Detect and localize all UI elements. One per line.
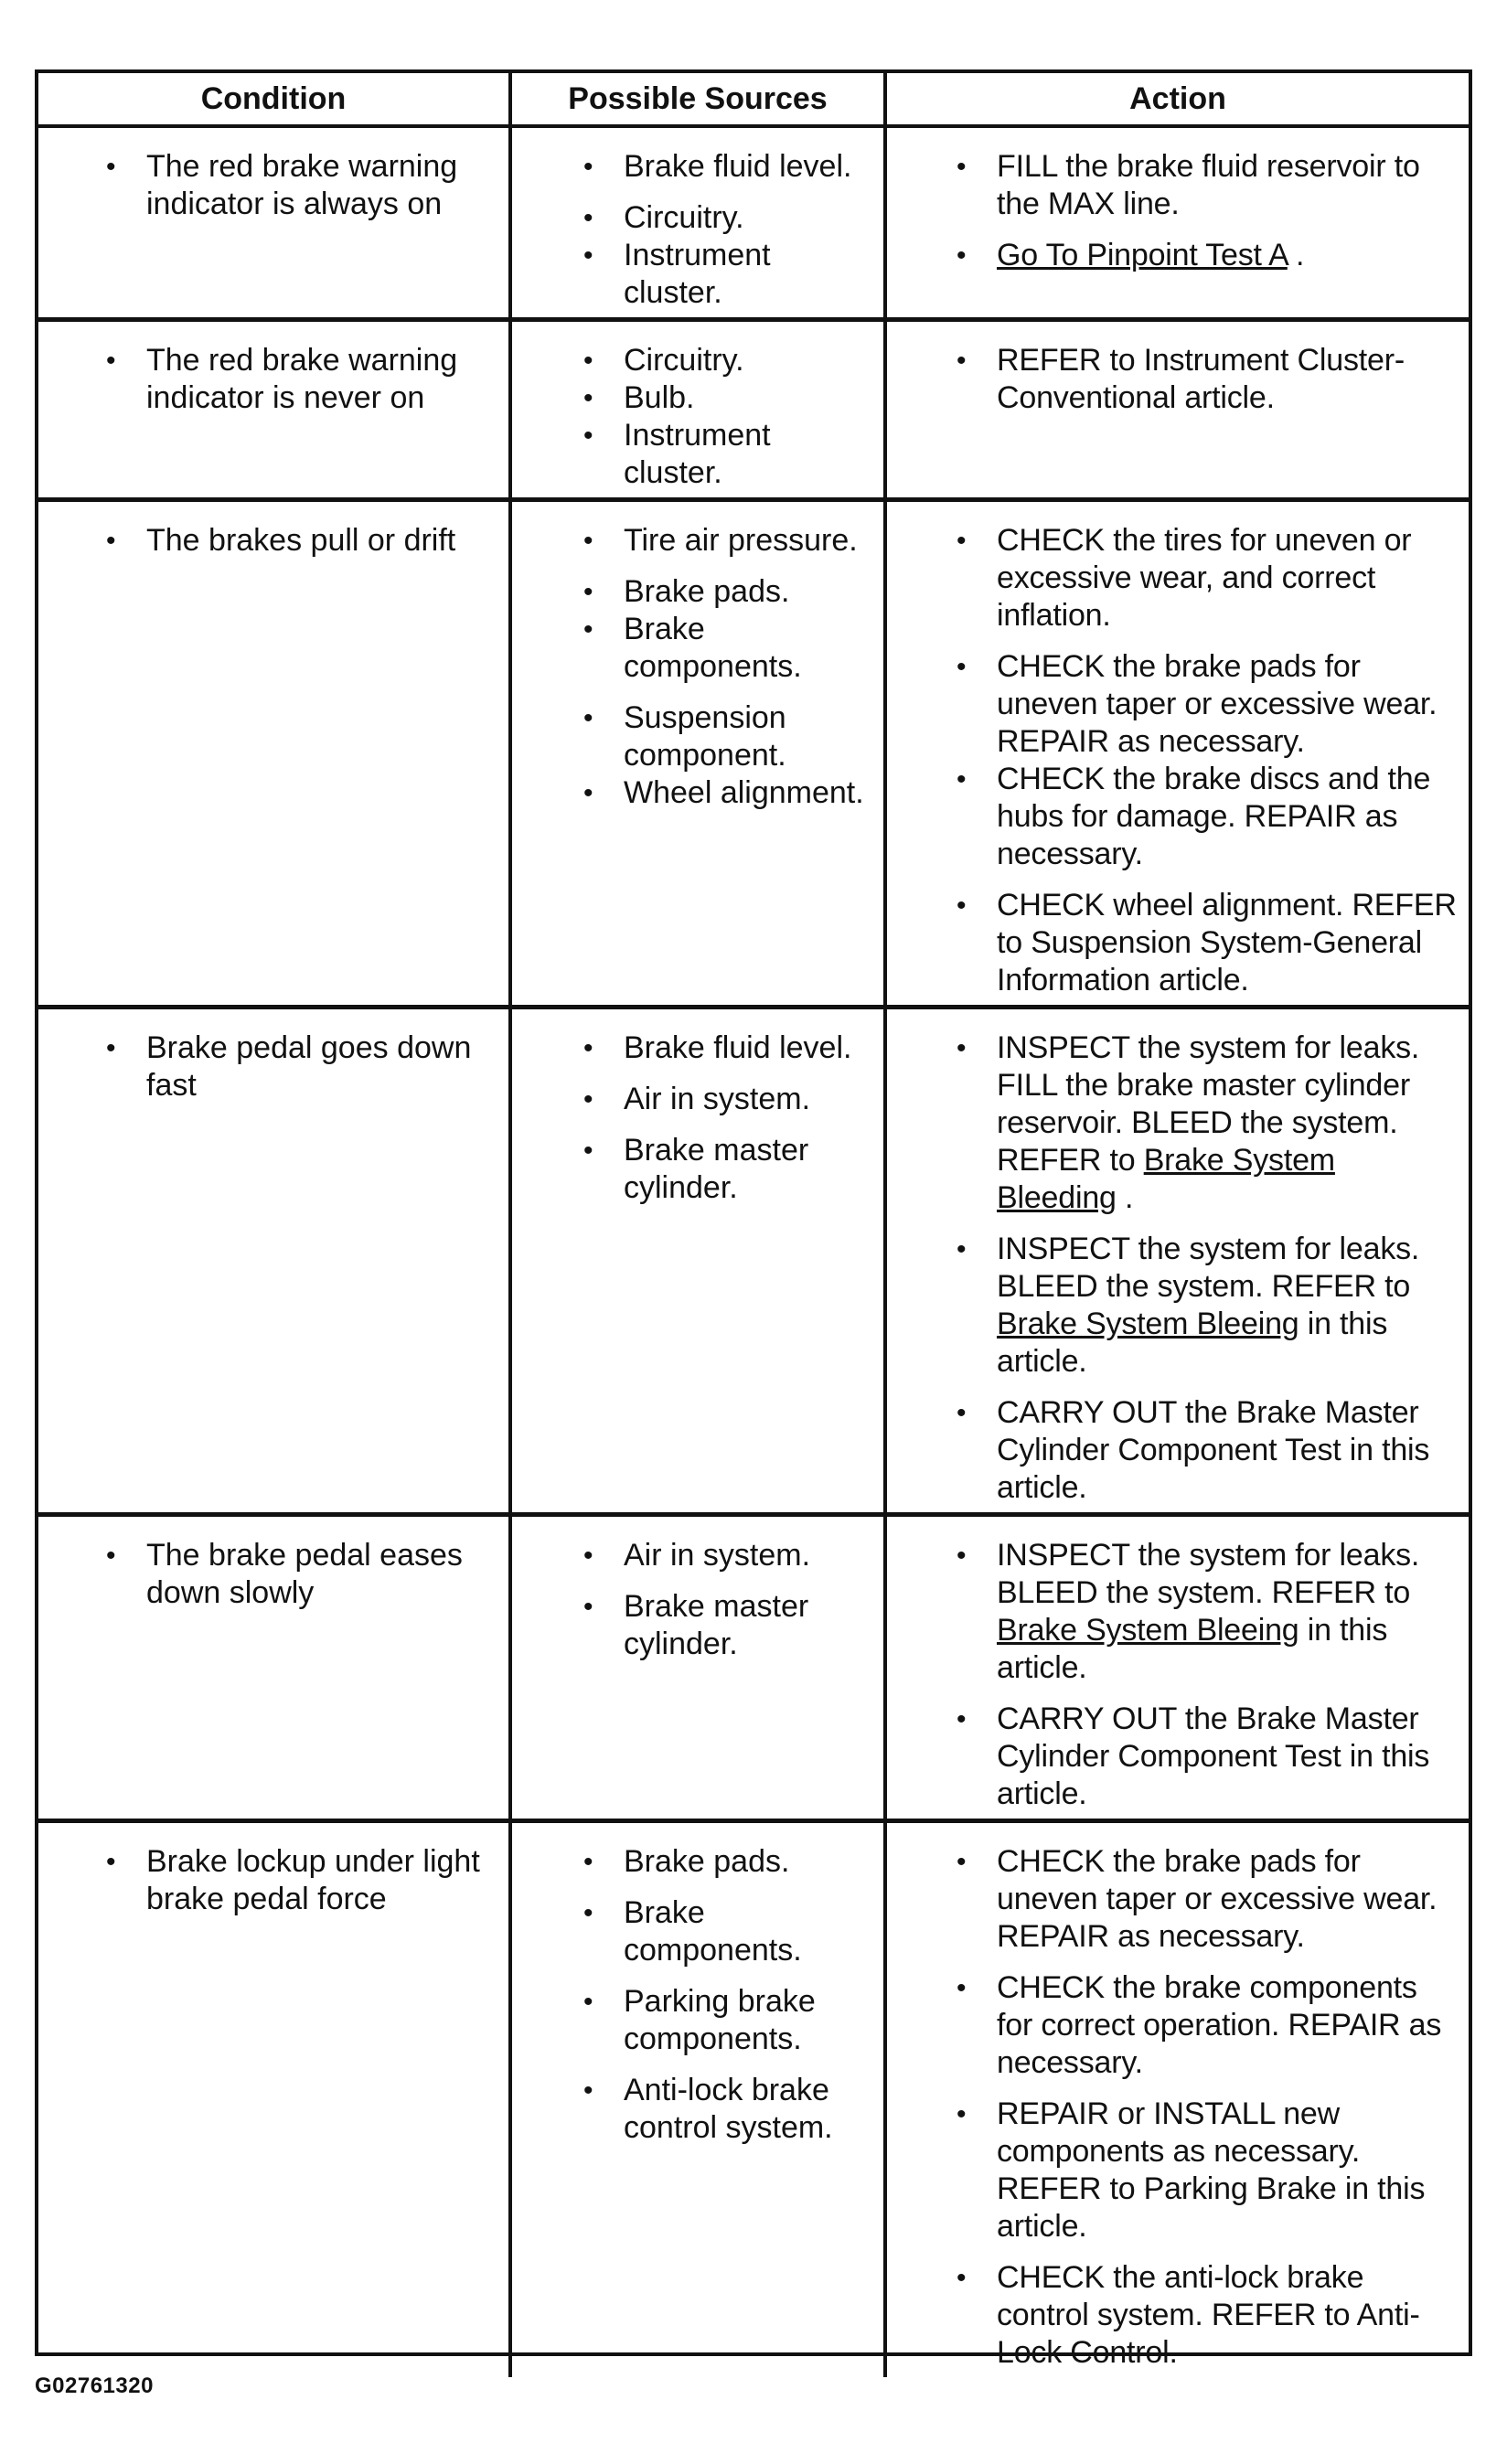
action-item-with-link[interactable]: • INSPECT the system for leaks. BLEED the system. REFER to Brake System Bleeing in this article. bbox=[997, 1537, 1459, 1687]
condition-text: • The brakes pull or drift bbox=[146, 522, 492, 560]
table-row bbox=[38, 500, 1469, 1008]
action-item: • CARRY OUT the Brake Master Cylinder Component Test in this article. bbox=[997, 1394, 1459, 1507]
source-item: • Air in system. bbox=[624, 1081, 876, 1118]
source-group bbox=[624, 342, 876, 492]
action-cell bbox=[885, 1008, 1469, 1515]
table-row bbox=[38, 320, 1469, 500]
source-item: • Brake master cylinder. bbox=[624, 1132, 876, 1207]
source-item: • Parking brake components. bbox=[624, 1983, 876, 2058]
action-group bbox=[997, 148, 1459, 223]
source-item: • Instrument cluster. bbox=[624, 237, 876, 312]
action-group bbox=[997, 887, 1459, 999]
sources-cell bbox=[510, 500, 885, 1008]
action-cell bbox=[885, 1515, 1469, 1821]
source-item: • Brake components. bbox=[624, 1894, 876, 1969]
source-item: • Brake pads. bbox=[624, 573, 876, 611]
condition-text: • The red brake warning indicator is never on bbox=[146, 342, 492, 417]
condition-cell bbox=[38, 1821, 510, 2378]
sources-cell bbox=[510, 126, 885, 320]
source-group bbox=[624, 2072, 876, 2147]
action-group bbox=[997, 1969, 1459, 2082]
source-item: • Brake components. bbox=[624, 611, 876, 686]
action-group bbox=[997, 1843, 1459, 1956]
cross-reference-link[interactable]: Brake System Bleeing bbox=[997, 1307, 1299, 1341]
diagnosis-table-frame bbox=[35, 69, 1472, 2370]
sources-cell bbox=[510, 320, 885, 500]
source-group bbox=[624, 1983, 876, 2058]
table-row bbox=[38, 1008, 1469, 1515]
action-group bbox=[997, 648, 1459, 873]
action-group bbox=[997, 1537, 1459, 1687]
source-item: • Brake fluid level. bbox=[624, 148, 876, 186]
source-group bbox=[624, 699, 876, 812]
cross-reference-link[interactable]: Brake System Bleeding bbox=[997, 1143, 1335, 1215]
action-group bbox=[997, 1231, 1459, 1381]
action-group bbox=[997, 522, 1459, 635]
diagnosis-table bbox=[38, 73, 1469, 2377]
sources-cell bbox=[510, 1515, 885, 1821]
condition-cell bbox=[38, 500, 510, 1008]
action-group bbox=[997, 1029, 1459, 1217]
source-group bbox=[624, 1081, 876, 1118]
header-condition: Condition bbox=[38, 73, 510, 126]
action-item: • CHECK wheel alignment. REFER to Suspension System-General Information article. bbox=[997, 887, 1459, 999]
sources-cell bbox=[510, 1008, 885, 1515]
figure-id: G02761320 bbox=[35, 2373, 154, 2398]
source-group bbox=[624, 522, 876, 560]
source-item: • Tire air pressure. bbox=[624, 522, 876, 560]
condition-text: • The brake pedal eases down slowly bbox=[146, 1537, 492, 1612]
condition-cell bbox=[38, 126, 510, 320]
source-item: • Brake master cylinder. bbox=[624, 1588, 876, 1663]
action-item: • CHECK the anti-lock brake control system. REFER to Anti-Lock Control. bbox=[997, 2259, 1459, 2372]
condition-cell bbox=[38, 320, 510, 500]
action-item: • FILL the brake fluid reservoir to the MAX line. bbox=[997, 148, 1459, 223]
cross-reference-link[interactable]: Brake System Bleeing bbox=[997, 1613, 1299, 1648]
action-cell bbox=[885, 320, 1469, 500]
action-item: • CHECK the tires for uneven or excessive wear, and correct inflation. bbox=[997, 522, 1459, 635]
sources-cell bbox=[510, 1821, 885, 2378]
action-group bbox=[997, 237, 1459, 274]
source-group bbox=[624, 1537, 876, 1574]
source-group bbox=[624, 1894, 876, 1969]
source-item: • Air in system. bbox=[624, 1537, 876, 1574]
cross-reference-link[interactable]: Go To Pinpoint Test A bbox=[997, 238, 1288, 272]
action-group bbox=[997, 2096, 1459, 2245]
condition-cell bbox=[38, 1515, 510, 1821]
action-item-with-link[interactable]: • INSPECT the system for leaks. BLEED the system. REFER to Brake System Bleeing in this article. bbox=[997, 1231, 1459, 1381]
source-item: • Bulb. bbox=[624, 379, 876, 417]
action-cell bbox=[885, 126, 1469, 320]
table-row bbox=[38, 126, 1469, 320]
action-cell bbox=[885, 500, 1469, 1008]
source-item: • Brake fluid level. bbox=[624, 1029, 876, 1067]
source-item: • Circuitry. bbox=[624, 342, 876, 379]
action-cell bbox=[885, 1821, 1469, 2378]
source-item: • Brake pads. bbox=[624, 1843, 876, 1881]
table-body bbox=[38, 126, 1469, 2377]
action-group bbox=[997, 1394, 1459, 1507]
source-item: • Anti-lock brake control system. bbox=[624, 2072, 876, 2147]
source-group bbox=[624, 199, 876, 312]
action-item-with-link[interactable]: • Go To Pinpoint Test A . bbox=[997, 237, 1459, 274]
action-item: • CHECK the brake pads for uneven taper or excessive wear. REPAIR as necessary. bbox=[997, 648, 1459, 761]
table-row bbox=[38, 1821, 1469, 2378]
action-item: • REFER to Instrument Cluster-Conventional article. bbox=[997, 342, 1459, 417]
header-action: Action bbox=[885, 73, 1469, 126]
condition-text: • Brake lockup under light brake pedal force bbox=[146, 1843, 492, 1918]
action-group bbox=[997, 2259, 1459, 2372]
condition-text: • The red brake warning indicator is always on bbox=[146, 148, 492, 223]
source-item: • Circuitry. bbox=[624, 199, 876, 237]
source-group bbox=[624, 1132, 876, 1207]
source-group bbox=[624, 573, 876, 686]
action-group bbox=[997, 1701, 1459, 1813]
action-item: • CHECK the brake components for correct operation. REPAIR as necessary. bbox=[997, 1969, 1459, 2082]
action-group bbox=[997, 342, 1459, 417]
header-row bbox=[38, 73, 1469, 126]
table-row bbox=[38, 1515, 1469, 1821]
action-item: • CARRY OUT the Brake Master Cylinder Component Test in this article. bbox=[997, 1701, 1459, 1813]
condition-text: • Brake pedal goes down fast bbox=[146, 1029, 492, 1104]
action-item: • CHECK the brake pads for uneven taper or excessive wear. REPAIR as necessary. bbox=[997, 1843, 1459, 1956]
source-group bbox=[624, 148, 876, 186]
source-item: • Wheel alignment. bbox=[624, 774, 876, 812]
header-possible-sources: Possible Sources bbox=[510, 73, 885, 126]
condition-cell bbox=[38, 1008, 510, 1515]
source-item: • Instrument cluster. bbox=[624, 417, 876, 492]
source-group bbox=[624, 1843, 876, 1881]
action-item: • CHECK the brake discs and the hubs for damage. REPAIR as necessary. bbox=[997, 761, 1459, 873]
source-group bbox=[624, 1029, 876, 1067]
source-item: • Suspension component. bbox=[624, 699, 876, 774]
action-item: • REPAIR or INSTALL new components as necessary. REFER to Parking Brake in this article. bbox=[997, 2096, 1459, 2245]
action-item-with-link[interactable]: • INSPECT the system for leaks. FILL the brake master cylinder reservoir. BLEED the system. REFER to Brake System Bleeding . bbox=[997, 1029, 1459, 1217]
source-group bbox=[624, 1588, 876, 1663]
